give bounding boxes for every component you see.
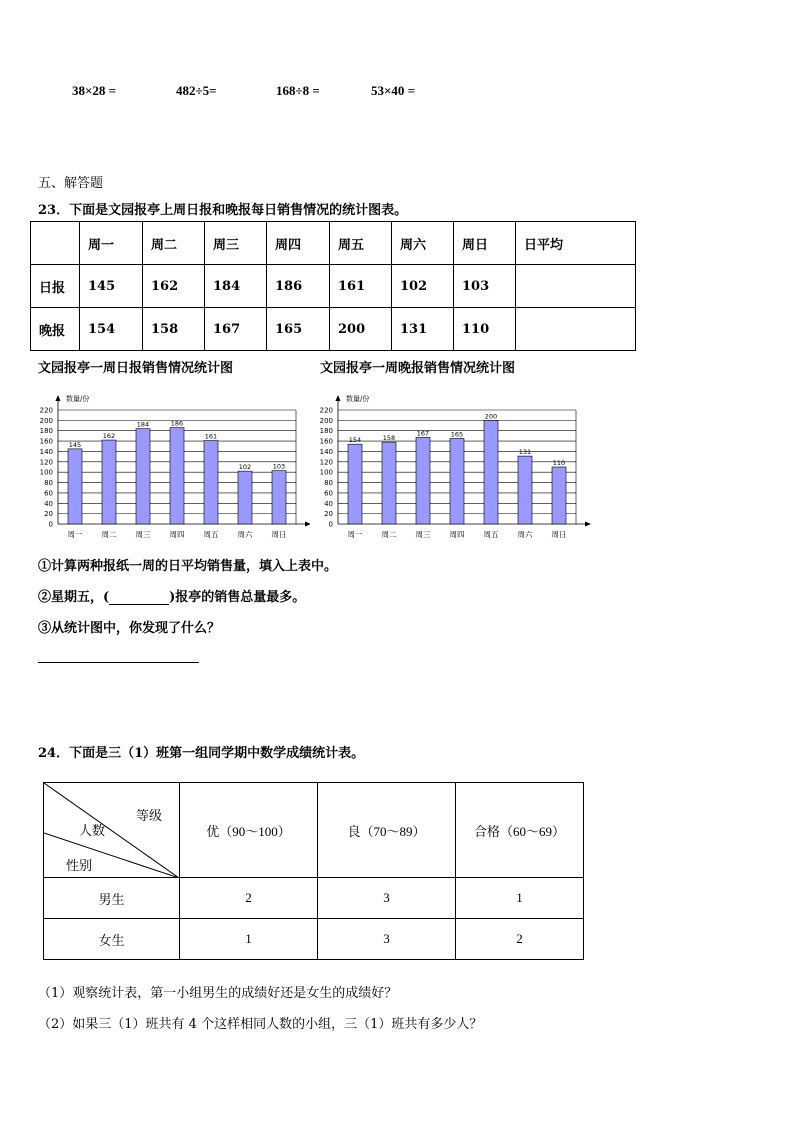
table-row — [31, 265, 636, 308]
y-tick-label: 180 — [39, 427, 53, 436]
x-tick-label: 周二 — [101, 530, 117, 539]
data-label: 102 — [238, 463, 252, 472]
data-label: 158 — [382, 434, 396, 443]
y-tick-label: 120 — [39, 458, 53, 467]
y-tick-label: 60 — [44, 489, 53, 498]
evening-paper-bar-chart — [308, 388, 600, 546]
y-tick-label: 40 — [44, 499, 53, 508]
y-tick-label: 0 — [48, 520, 53, 529]
calc-item-1: 38×28 = — [72, 83, 117, 98]
data-label: 161 — [204, 432, 218, 441]
table-row — [44, 919, 584, 960]
y-tick-label: 140 — [319, 447, 333, 456]
row-label: 晚报 — [31, 308, 80, 351]
q23-title: 23．下面是文园报亭上周日报和晚报每日销售情况的统计图表。 — [38, 203, 408, 218]
data-label: 154 — [348, 436, 362, 445]
y-axis-label: 数量/份 — [66, 395, 90, 403]
row-label: 女生 — [44, 919, 180, 960]
calc-item-2: 482÷5= — [176, 83, 217, 98]
bar — [416, 437, 430, 524]
bar — [102, 440, 116, 524]
bar — [136, 429, 150, 524]
data-label: 110 — [552, 459, 566, 467]
table-row — [44, 878, 584, 919]
q23-sales-table — [30, 221, 636, 351]
table-header-cell: 周日 — [454, 222, 516, 265]
table-cell: 161 — [330, 265, 392, 308]
y-tick-label: 160 — [319, 437, 333, 446]
chart-title-evening: 文园报亭一周晚报销售情况统计图 — [320, 361, 516, 376]
table-cell: 200 — [330, 308, 392, 351]
table-cell: 1 — [180, 919, 318, 960]
average-answer-cell[interactable] — [516, 308, 636, 351]
bar — [518, 456, 532, 524]
corner-label-count: 人数 — [79, 823, 106, 838]
daily-paper-bar-chart — [28, 388, 310, 546]
table-cell: 2 — [180, 878, 318, 919]
x-tick-label: 周五 — [483, 530, 499, 539]
bar — [552, 467, 566, 524]
x-tick-label: 周四 — [169, 530, 185, 539]
x-tick-label: 周二 — [381, 530, 397, 539]
y-tick-label: 60 — [324, 489, 333, 498]
q24-title: 24．下面是三（1）班第一组同学期中数学成绩统计表。 — [38, 746, 365, 761]
y-tick-label: 0 — [328, 520, 333, 529]
diagonal-lines — [44, 783, 179, 878]
x-tick-label: 周六 — [517, 530, 533, 539]
answer-blank[interactable] — [109, 592, 169, 605]
data-label: 186 — [170, 419, 184, 428]
table-header-cell: 周六 — [392, 222, 454, 265]
table-cell: 110 — [454, 308, 516, 351]
y-axis-arrow — [56, 395, 61, 401]
data-label: 165 — [450, 430, 464, 439]
diagonal-header-cell — [44, 783, 180, 878]
bar — [450, 439, 464, 525]
x-tick-label: 周一 — [347, 530, 363, 539]
table-header-cell: 周二 — [143, 222, 205, 265]
bar — [204, 441, 218, 524]
average-answer-cell[interactable] — [516, 265, 636, 308]
data-label: 131 — [518, 448, 532, 457]
table-header-cell: 周五 — [330, 222, 392, 265]
table-cell: 103 — [454, 265, 516, 308]
x-tick-label: 周三 — [415, 530, 431, 539]
y-axis-label: 数量/份 — [346, 395, 370, 403]
row-label: 男生 — [44, 878, 180, 919]
calc-item-4: 53×40 = — [371, 83, 416, 98]
x-tick-label: 周三 — [135, 530, 151, 539]
chart-title-daily: 文园报亭一周日报销售情况统计图 — [38, 361, 234, 376]
bar — [348, 444, 362, 524]
y-tick-label: 140 — [39, 447, 53, 456]
table-header-cell: 周三 — [205, 222, 267, 265]
calc-item-3: 168÷8 = — [276, 83, 320, 98]
bar — [238, 471, 252, 524]
data-label: 145 — [68, 440, 82, 449]
y-tick-label: 80 — [324, 479, 333, 488]
table-cell: 131 — [392, 308, 454, 351]
y-tick-label: 180 — [319, 427, 333, 436]
q24-sub1: （1）观察统计表，第一小组男生的成绩好还是女生的成绩好？ — [38, 986, 398, 1001]
q23-sub3: ③从统计图中，你发现了什么？ — [38, 621, 221, 636]
y-tick-label: 100 — [39, 468, 53, 477]
x-tick-label: 周日 — [551, 530, 567, 539]
table-cell: 184 — [205, 265, 267, 308]
y-tick-label: 20 — [324, 510, 333, 519]
y-tick-label: 200 — [39, 416, 53, 425]
table-row — [31, 308, 636, 351]
bar — [170, 428, 184, 524]
x-tick-label: 周一 — [67, 530, 83, 539]
bar — [484, 420, 498, 524]
bar — [382, 442, 396, 524]
data-label: 200 — [484, 412, 498, 421]
table-cell: 2 — [456, 919, 584, 960]
table-cell: 167 — [205, 308, 267, 351]
y-tick-label: 220 — [39, 406, 53, 415]
table-cell: 102 — [392, 265, 454, 308]
q23-sub2-suffix: )报亭的销售总量最多。 — [169, 590, 306, 605]
y-tick-label: 80 — [44, 479, 53, 488]
table-cell: 165 — [267, 308, 330, 351]
table-cell: 3 — [318, 919, 456, 960]
table-cell: 162 — [143, 265, 205, 308]
x-tick-label: 周四 — [449, 530, 465, 539]
table-cell: 1 — [456, 878, 584, 919]
table-cell: 186 — [267, 265, 330, 308]
bar — [68, 449, 82, 524]
table-header-row — [31, 222, 636, 265]
answer-line[interactable] — [38, 662, 199, 663]
data-label: 184 — [136, 420, 150, 429]
row-label: 日报 — [31, 265, 80, 308]
table-cell: 145 — [80, 265, 143, 308]
table-cell: 158 — [143, 308, 205, 351]
x-tick-label: 周日 — [271, 530, 287, 539]
y-tick-label: 160 — [39, 437, 53, 446]
y-tick-label: 200 — [319, 416, 333, 425]
table-header-cell: 周一 — [80, 222, 143, 265]
q24-score-table — [43, 782, 584, 960]
q23-sub2 — [38, 586, 305, 605]
table-header-cell: 日平均 — [516, 222, 636, 265]
data-label: 162 — [102, 432, 116, 441]
bar — [272, 471, 286, 524]
y-tick-label: 40 — [324, 499, 333, 508]
table-cell: 3 — [318, 878, 456, 919]
table-corner-cell — [31, 222, 80, 265]
data-label: 103 — [272, 462, 286, 471]
y-tick-label: 100 — [319, 468, 333, 477]
table-header-cell: 优（90～100） — [180, 783, 318, 878]
corner-label-gender: 性别 — [66, 858, 93, 873]
corner-label-grade: 等级 — [136, 808, 163, 823]
data-label: 167 — [416, 429, 430, 438]
section-heading: 五、解答题 — [38, 176, 104, 191]
y-tick-label: 120 — [319, 458, 333, 467]
q23-sub1: ①计算两种报纸一周的日平均销售量，填入上表中。 — [38, 559, 338, 574]
table-header-cell: 周四 — [267, 222, 330, 265]
x-tick-label: 周五 — [203, 530, 219, 539]
q23-sub2-prefix: ②星期五，( — [38, 590, 110, 605]
x-tick-label: 周六 — [237, 530, 253, 539]
table-cell: 154 — [80, 308, 143, 351]
y-tick-label: 220 — [319, 406, 333, 415]
table-header-cell: 合格（60～69） — [456, 783, 584, 878]
table-header-row — [44, 783, 584, 878]
x-axis-arrow — [585, 522, 591, 527]
table-header-cell: 良（70～89） — [318, 783, 456, 878]
y-tick-label: 20 — [44, 510, 53, 519]
q24-sub2: （2）如果三（1）班共有 4 个这样相同人数的小组，三（1）班共有多少人？ — [38, 1017, 483, 1032]
y-axis-arrow — [336, 395, 341, 401]
